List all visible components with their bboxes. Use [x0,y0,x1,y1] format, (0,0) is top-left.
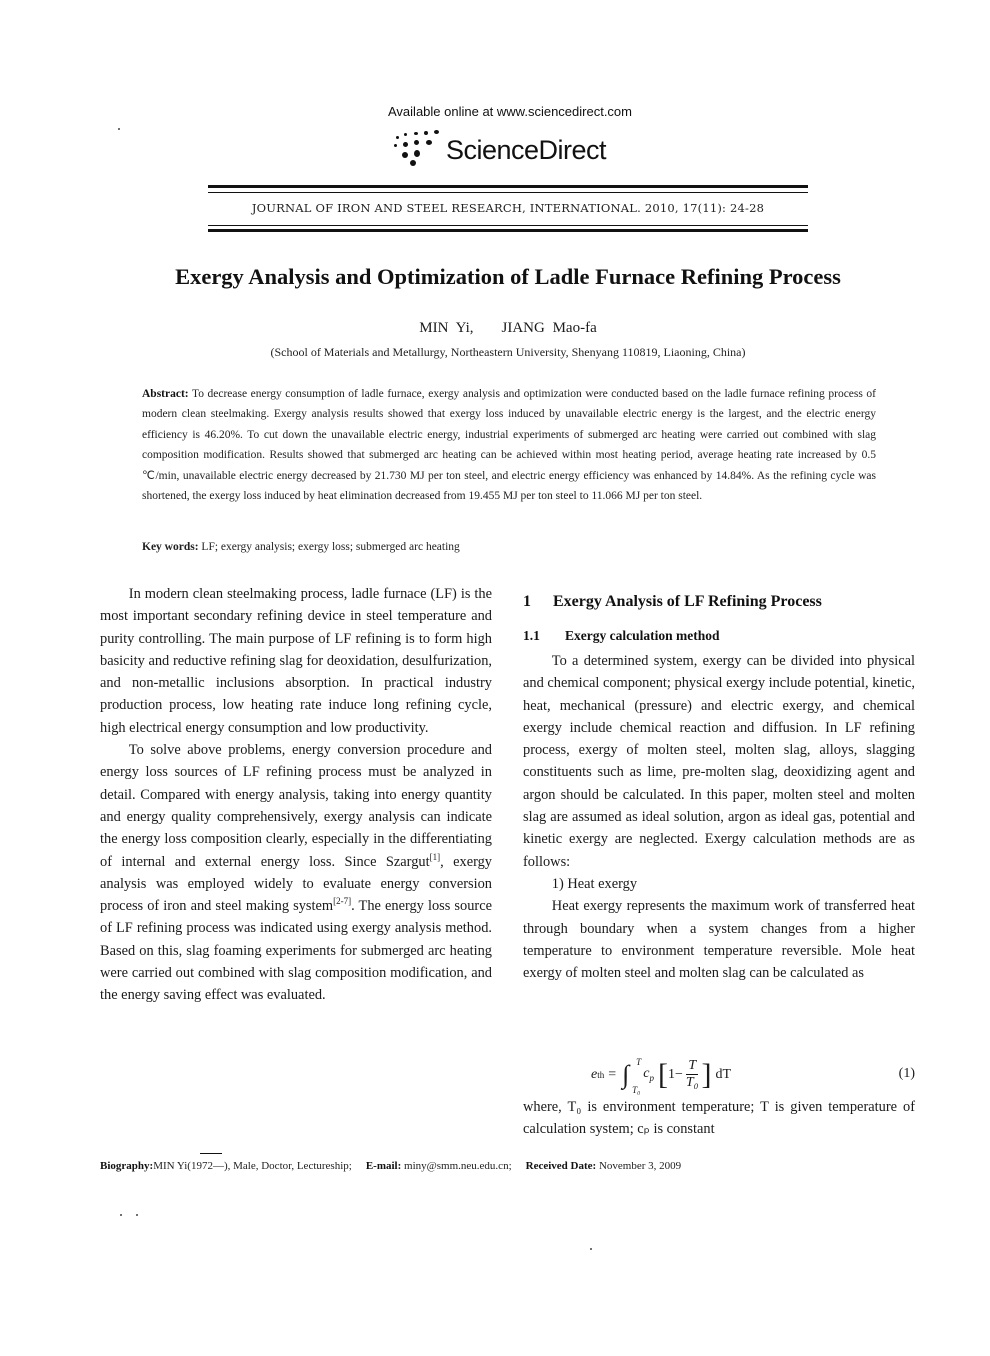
scan-speck [136,1214,138,1216]
right-column-continued [523,1096,915,1141]
method-paragraph-1: To a determined system, exergy can be divided into physical and chemical component; physical exergy include potential, kinetic, heat, mechanical (pressure) and electric exergy, and chemical exergy include chemical reaction and diffusion. In LF refining process, exergy of molten steel, molten slag, alloys, slagging constituents such as lime, pre-molten slag, deoxidizing agent and argon should be calculated. In this paper, molten steel and molten slag are assumed as ideal solution, argon as ideal gas, potential and kinetic exergy are neglected. Exergy calculation methods are as follows: [523,653,915,870]
equation-number: (1) [898,1066,915,1081]
abstract-label: Abstract: [142,388,189,400]
paper-title: Exergy Analysis and Optimization of Ladle Furnace Refining Process [175,264,841,289]
sciencedirect-logo [388,128,606,172]
citation-ref-2: [2-7] [333,896,352,907]
citation-ref-1: [1] [429,851,441,862]
intro-p2-part-c: . The energy loss source of LF refining process was indicated using exergy analysis method. Based on this, slag foaming experiments for submerged arc heating were carried out combined with slag composition modification, and the energy saving effect was evaluated. [100,898,492,1004]
left-column [100,583,492,1007]
received-date: November 3, 2009 [598,1160,682,1172]
bio-label: Biography: [100,1160,154,1172]
subsection-heading [523,628,915,644]
intro-paragraph-2 [100,739,492,1007]
received-label: Received Date: [525,1160,597,1172]
eq-one-minus: 1− [667,1066,683,1082]
author-1: MIN Yi, [419,320,474,336]
keywords-text: LF; exergy analysis; exergy loss; submerged arc heating [201,541,460,553]
eq-fraction [686,1058,699,1091]
list-item-heat-exergy: 1) Heat exergy [551,875,638,892]
eq-lhs: e [591,1066,598,1082]
footnote-rule [200,1153,222,1154]
method-paragraph-2: Heat exergy represents the maximum work of transferred heat through boundary when a system changes from a higher temperature to environment temperature reversible. Mole heat exergy of molten steel and molten slag can be calculated as [523,898,915,982]
eq-lhs-sub: th [597,1069,605,1080]
available-online-text: Available online at www.sciencedirect.com [388,104,632,119]
intro-paragraph-1: In modern clean steelmaking process, ladle furnace (LF) is the most important secondary refining device in steel temperature and purity controlling. The main purpose of LF refining is to form high basicity and reductive refining slag for deoxidation, desulfurization, and non-metallic inclusions absorption. In practical industry production process, low heating rate induce long refining cycle, high electrical energy consumption and low productivity. [100,586,492,736]
method-paragraph-3: where, T₀ is environment temperature; T is given temperature of calculation system; cₚ is constant [523,1099,915,1138]
keywords-label: Key words: [142,541,199,553]
intro-p2-part-a: To solve above problems, energy conversion procedure and energy loss sources of LF refining process must be analyzed in detail. Compared with energy analysis, taking into energy quantity and energy quality comprehensively, exergy analysis can indicate the energy loss composition clearly, especially in the differentiating of internal and external energy loss. Since Szargut [100,742,492,870]
integral-sign: ∫ T T₀ [622,1056,642,1095]
footnote [100,1160,920,1172]
section-number: 1 [523,593,531,610]
bio-text: MIN Yi(1972—), Male, Doctor, Lectureship; [153,1160,352,1172]
author-2: JIANG Mao-fa [501,320,597,336]
section-heading [523,593,915,611]
sciencedirect-wordmark: ScienceDirect [446,134,607,165]
email-text: miny@smm.neu.edu.cn; [404,1160,512,1172]
header-rule-top-thin [208,192,808,193]
eq-dT: dT [715,1066,732,1082]
journal-citation: JOURNAL OF IRON AND STEEL RESEARCH, INTERNATIONAL. 2010, 17(11): 24-28 [251,201,765,215]
equation-body: e th = ∫ T T₀ $c_p$ [ 1− $\frac{T}{\text{T₀}}$ ] dT [591,1056,732,1095]
subsection-number: 1.1 [523,628,540,643]
right-column [523,650,915,984]
subsection-title: Exergy calculation method [565,628,720,643]
eq-cp: c [643,1066,650,1082]
sciencedirect-dots-icon [388,130,446,170]
header-rule-top-thick [208,185,808,188]
eq-frac-den: T₀ [685,1075,699,1090]
section-title: Exergy Analysis of LF Refining Process [553,593,822,610]
abstract-text: To decrease energy consumption of ladle furnace, exergy analysis and optimization were conducted based on the ladle furnace refining process of modern clean steelmaking. Exergy analysis results showed that exergy loss induced by unavailable electric energy is the largest, and the electric energy efficiency is 46.20%. To cut down the unavailable electric energy, industrial experiments of submerged arc heating were carried out combined with slag composition modification. Results showed that submerged arc heating can be achieved within most heating period, average heating rate increased by 0.5 ℃/min, unavailable electric energy decreased by 21.730 MJ per ton steel, and electric energy efficiency was enhanced by 14.84%. As the refining cycle was shortened, the exergy loss induced by heat elimination decreased from 19.455 MJ per ton steel to 11.066 MJ per ton steel. [142,388,876,503]
equation-1 [523,1052,915,1096]
abstract [142,384,876,506]
eq-lower-limit: T₀ [632,1084,641,1095]
scan-speck [118,128,120,130]
header-rule-bottom-thin [208,225,808,226]
scan-speck [120,1214,122,1216]
scan-speck [590,1248,592,1250]
authors [0,320,990,337]
keywords [142,541,876,553]
intro-p2-part-b: , exergy analysis was employed widely to evaluate energy conversion process of iron and steel making system [100,853,493,915]
email-label: E-mail: [365,1160,402,1172]
eq-frac-num: T [688,1058,697,1073]
header-rule-bottom-thick [208,229,808,232]
affiliation: (School of Materials and Metallurgy, Northeastern University, Shenyang 110819, Liaoning, China) [270,345,746,359]
eq-upper-limit: T [636,1056,642,1067]
eq-cp-sub: p [649,1072,654,1083]
